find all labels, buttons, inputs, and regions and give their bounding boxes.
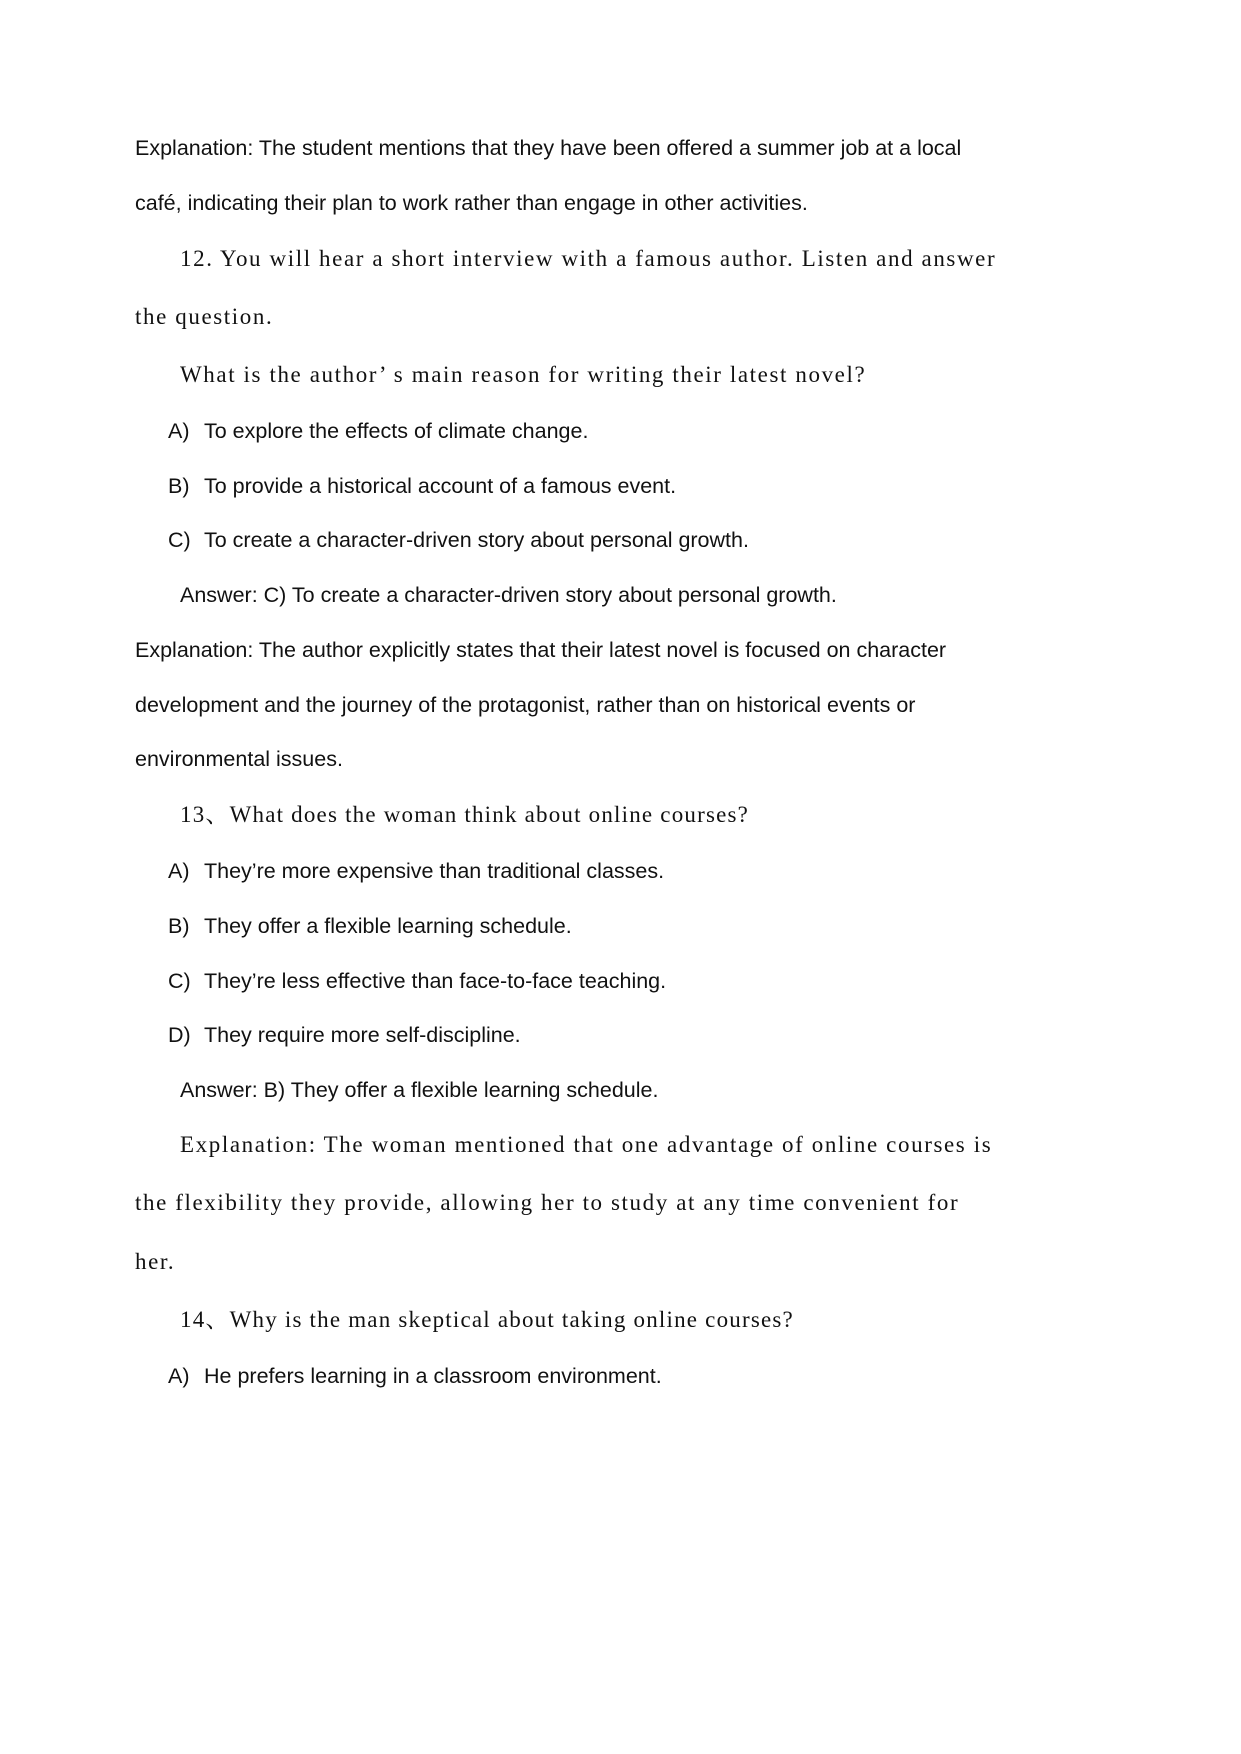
explanation-13-line-1: Explanation: The woman mentioned that one advantage of online courses is	[180, 1132, 993, 1157]
question-12-prompt: What is the author’ s main reason for writing their latest novel?	[180, 362, 867, 387]
option-13-b	[168, 911, 572, 941]
explanation-12-line-3: environmental issues.	[135, 747, 343, 771]
option-letter: D)	[168, 1023, 191, 1047]
question-14-prompt: 14、Why is the man skeptical about taking online courses?	[180, 1307, 794, 1332]
question-13-prompt: 13、What does the woman think about online courses?	[180, 802, 750, 827]
option-letter: B)	[168, 914, 190, 938]
option-text: They offer a flexible learning schedule.	[204, 914, 572, 938]
option-12-b	[168, 471, 676, 501]
answer-13: Answer: B) They offer a flexible learning schedule.	[180, 1078, 659, 1102]
option-14-a	[168, 1361, 662, 1391]
explanation-11-line-2: café, indicating their plan to work rather than engage in other activities.	[135, 191, 808, 215]
option-text: To explore the effects of climate change.	[204, 419, 589, 443]
explanation-11-line-1: Explanation: The student mentions that they have been offered a summer job at a local	[135, 136, 962, 160]
explanation-13-line-3: her.	[135, 1249, 176, 1274]
explanation-12-line-1: Explanation: The author explicitly states that their latest novel is focused on character	[135, 638, 947, 662]
answer-12: Answer: C) To create a character-driven story about personal growth.	[180, 583, 837, 607]
explanation-12-line-2: development and the journey of the protagonist, rather than on historical events or	[135, 693, 916, 717]
option-letter: B)	[168, 474, 190, 498]
option-letter: A)	[168, 859, 190, 883]
explanation-13-line-2: the flexibility they provide, allowing her to study at any time convenient for	[135, 1190, 960, 1215]
option-12-a	[168, 416, 588, 446]
option-text: They’re more expensive than traditional classes.	[204, 859, 665, 883]
option-letter: A)	[168, 419, 190, 443]
option-13-a	[168, 856, 664, 886]
option-letter: A)	[168, 1364, 190, 1388]
option-text: They require more self-discipline.	[204, 1023, 521, 1047]
option-13-c	[168, 966, 666, 996]
option-text: They’re less effective than face-to-face teaching.	[204, 969, 667, 993]
option-13-d	[168, 1020, 521, 1050]
option-text: To create a character-driven story about personal growth.	[204, 528, 749, 552]
question-12-line-1: 12. You will hear a short interview with a famous author. Listen and answer	[180, 246, 997, 271]
option-12-c	[168, 525, 749, 555]
option-letter: C)	[168, 969, 191, 993]
option-text: He prefers learning in a classroom environment.	[204, 1364, 662, 1388]
option-text: To provide a historical account of a famous event.	[204, 474, 677, 498]
question-12-line-2: the question.	[135, 304, 274, 329]
option-letter: C)	[168, 528, 191, 552]
